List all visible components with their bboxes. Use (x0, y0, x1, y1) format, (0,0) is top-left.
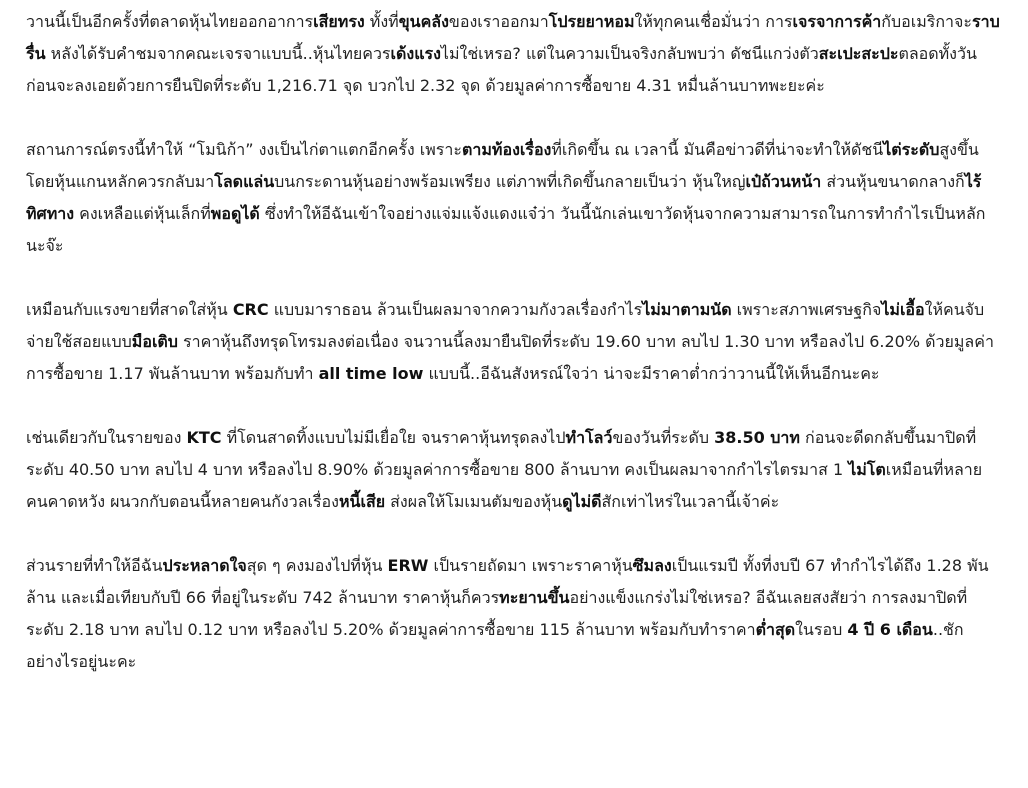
emphasis: เสียทรง (313, 12, 365, 31)
text-run: สูงขึ้น โดยหุ้นแกนหลักควรกลับมา (26, 140, 979, 191)
text-run: ที่โดนสาดทิ้งแบบไม่มีเยื่อใย จนราคาหุ้นทรุดลงไป (221, 428, 566, 447)
emphasis: ไม่โต (848, 460, 886, 479)
emphasis: ต่ำสุด (755, 620, 796, 639)
text-run: เหมือนกับแรงขายที่สาดใส่หุ้น (26, 300, 233, 319)
paragraph-ktc (26, 422, 1002, 518)
text-run: กับอเมริกาจะ (881, 12, 972, 31)
emphasis: KTC (186, 428, 222, 447)
text-run: ก่อนจะดีดกลับขึ้นมาปิดที่ระดับ 40.50 บาท ลบไป 4 บาท หรือลงไป 8.90% ด้วยมูลค่าการซื้อขาย 800 ล้านบาท คงเป็นผลมาจากกำไรไตรมาส 1 (26, 428, 977, 479)
text-run: ตลอดทั้งวัน ก่อนจะลงเอยด้วยการยืนปิดที่ระดับ 1,216.71 จุด บวกไป 2.32 จุด ด้วยมูลค่าการซื้อขาย 4.31 หมื่นล้านบาทพะยะค่ะ (26, 44, 977, 95)
text-run: คงเหลือแต่หุ้นเล็กที่ (74, 204, 211, 223)
emphasis: ตามท้องเรื่อง (461, 140, 552, 159)
emphasis: โปรยยาหอม (548, 12, 635, 31)
text-run: ราคาหุ้นถึงทรุดโทรมลงต่อเนื่อง จนวานนี้ลงมายืนปิดที่ระดับ 19.60 บาท ลบไป 1.30 บาท หรือลงไป 6.20% ด้วยมูลค่าการซื้อขาย 1.17 พันล้านบาท พร้อมกับทำ (26, 332, 994, 383)
emphasis: ขุนคลัง (398, 12, 449, 31)
text-run: สักเท่าไหร่ในเวลานี้เจ้าค่ะ (601, 492, 780, 511)
text-run: ซึ่งทำให้อีฉันเข้าใจอย่างแจ่มแจ้งแดงแจ๋ว่า วันนี้นักเล่นเขาวัดหุ้นจากความสามารถในการทำกำไรเป็นหลักนะจ๊ะ (26, 204, 986, 255)
text-run: เพราะสภาพเศรษฐกิจ (731, 300, 882, 319)
emphasis: ประหลาดใจ (162, 556, 247, 575)
text-run: ส่วนรายที่ทำให้อีฉัน (26, 556, 163, 575)
text-run: เช่นเดียวกับในรายของ (26, 428, 187, 447)
text-run: ทั้งที่ (364, 12, 399, 31)
article-body (26, 6, 1002, 678)
emphasis: ซึมลง (632, 556, 672, 575)
emphasis: หนี้เสีย (338, 492, 386, 511)
emphasis: ราบรื่น (26, 12, 1000, 63)
emphasis: ไม่มาตามนัด (642, 300, 732, 319)
emphasis: 38.50 บาท (714, 428, 800, 447)
text-run: ในรอบ (795, 620, 848, 639)
text-run: ที่เกิดขึ้น ณ เวลานี้ มันคือข่าวดีที่น่าจะทำให้ดัชนี (551, 140, 884, 159)
text-run: บนกระดานหุ้นอย่างพร้อมเพรียง แต่ภาพที่เกิดขึ้นกลายเป็นว่า หุ้นใหญ่ (274, 172, 746, 191)
emphasis: เด้งแรง (390, 44, 441, 63)
emphasis: เจรจาการค้า (792, 12, 882, 31)
text-run: ส่งผลให้โมเมนตัมของหุ้น (385, 492, 563, 511)
emphasis: ทำโลว์ (565, 428, 613, 447)
text-run: ให้คนจับจ่ายใช้สอยแบบ (26, 300, 985, 351)
text-run: แบบมาราธอน ล้วนเป็นผลมาจากความกังวลเรื่องกำไร (268, 300, 643, 319)
text-run: ไม่ใช่เหรอ? แต่ในความเป็นจริงกลับพบว่า ดัชนีแกว่งตัว (440, 44, 819, 63)
emphasis: ไร้ทิศทาง (26, 172, 982, 223)
emphasis: สะเปะสะปะ (818, 44, 899, 63)
text-run: ของวันที่ระดับ (612, 428, 715, 447)
paragraph-monica-view (26, 134, 1002, 262)
text-run: ..ชักอย่างไรอยู่นะคะ (26, 620, 964, 671)
text-run: เป็นแรมปี ทั้งที่งบปี 67 ทำกำไรได้ถึง 1.28 พันล้าน และเมื่อเทียบกับปี 66 ที่อยู่ในระดับ 742 ล้านบาท ราคาหุ้นก็ควร (26, 556, 989, 607)
emphasis: ดูไม่ดี (562, 492, 602, 511)
emphasis: พอดูได้ (210, 204, 260, 223)
paragraph-erw (26, 550, 1002, 678)
paragraph-crc (26, 294, 1002, 390)
emphasis: ERW (387, 556, 429, 575)
emphasis: ไต่ระดับ (883, 140, 940, 159)
text-run: สถานการณ์ตรงนี้ทำให้ “โมนิก้า” งงเป็นไก่ตาแตกอีกครั้ง เพราะ (26, 140, 462, 159)
text-run: สุด ๆ คงมองไปที่หุ้น (246, 556, 388, 575)
text-run: ส่วนหุ้นขนาดกลางก็ (821, 172, 965, 191)
emphasis: ทะยานขึ้น (499, 588, 570, 607)
emphasis: โลดแล่น (214, 172, 275, 191)
emphasis: 4 ปี 6 เดือน (847, 620, 933, 639)
text-run: อย่างแข็งแกร่งไม่ใช่เหรอ? อีฉันเลยสงสัยว่า การลงมาปิดที่ระดับ 2.18 บาท ลบไป 0.12 บาท หรือลงไป 5.20% ด้วยมูลค่าการซื้อขาย 115 ล้านบาท พร้อมกับทำราคา (26, 588, 968, 639)
text-run: เหมือนที่หลายคนคาดหวัง ผนวกกับตอนนี้หลายคนกังวลเรื่อง (26, 460, 983, 511)
emphasis: CRC (232, 300, 269, 319)
text-run: หลังได้รับคำชมจากคณะเจรจาแบบนี้..หุ้นไทยควร (45, 44, 391, 63)
emphasis: all time low (318, 364, 424, 383)
emphasis: มือเติบ (131, 332, 178, 351)
text-run: ให้ทุกคนเชื่อมั่นว่า การ (634, 12, 793, 31)
text-run: แบบนี้..อีฉันสังหรณ์ใจว่า น่าจะมีราคาต่ำกว่าวานนี้ให้เห็นอีกนะคะ (423, 364, 880, 383)
paragraph-market-overview (26, 6, 1002, 102)
emphasis: เป๋ถ้วนหน้า (745, 172, 822, 191)
text-run: วานนี้เป็นอีกครั้งที่ตลาดหุ้นไทยออกอาการ (26, 12, 314, 31)
emphasis: ไม่เอื้อ (881, 300, 925, 319)
text-run: ของเราออกมา (448, 12, 549, 31)
text-run: เป็นรายถัดมา เพราะราคาหุ้น (428, 556, 633, 575)
